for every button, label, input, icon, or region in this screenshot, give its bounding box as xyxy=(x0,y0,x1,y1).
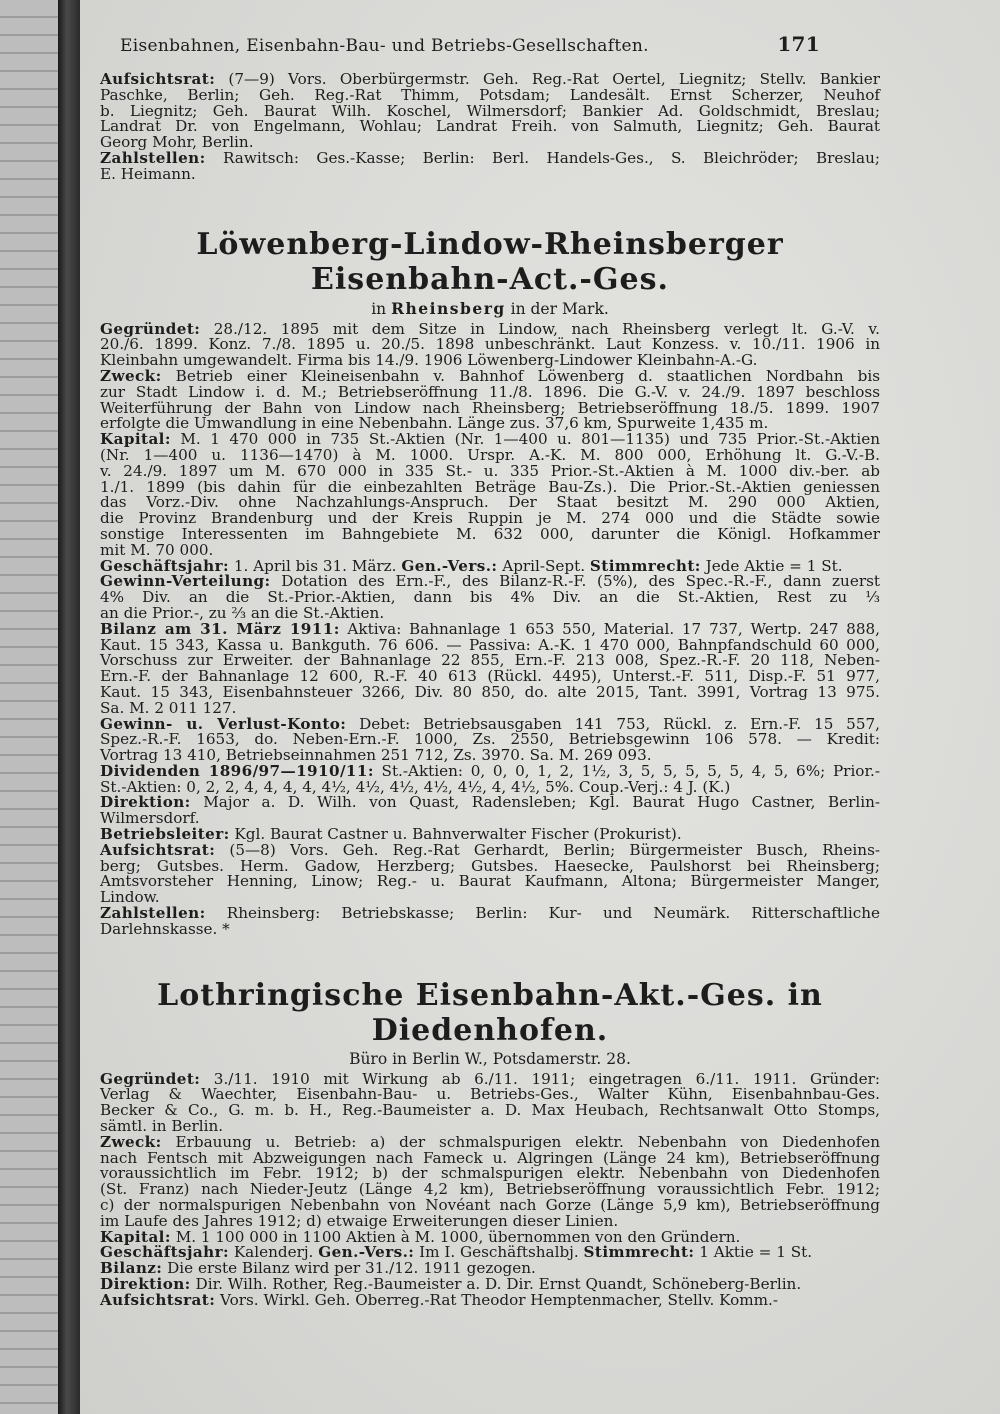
field-text: (Nr. 1—400 u. 1136—1470) à M. 1000. Urspr. A.-K. M. 800 000, Erhöhung lt. G.-V.-B. xyxy=(100,445,880,464)
field-text: Debet: Betriebsausgaben 141 753, Rückl. z. Ern.-F. 15 557, xyxy=(346,714,880,733)
entry-text-line xyxy=(100,164,880,183)
field-text: Major a. D. Wilh. von Quast, Radensleben; Kgl. Baurat Hugo Castner, Berlin- xyxy=(190,793,880,812)
field-text: Die erste Bilanz wird per 31./12. 1911 gezogen. xyxy=(162,1259,536,1278)
field-text: M. 1 470 000 in 735 St.-Aktien (Nr. 1—400 u. 801—1135) und 735 Prior.-St.-Aktien xyxy=(170,430,880,449)
field-text: Ern.-F. der Bahnanlage 12 600, R.-F. 40 613 (Rückl. 4495), Unterst.-F. 511, Disp.-F. 51 977, xyxy=(100,667,880,686)
field-text: (5—8) Vors. Geh. Reg.-Rat Gerhardt, Berlin; Bürgermeister Busch, Rheins- xyxy=(215,840,880,859)
field-text: Lindow. xyxy=(100,888,160,907)
field-text: Weiterführung der Bahn von Lindow nach Rheinsberg; Betriebseröffnung 18./5. 1899. 1907 xyxy=(100,398,880,417)
field-label: Zweck: xyxy=(100,366,162,385)
field-text: Kaut. 15 343, Eisenbahnsteuer 3266, Div. 80 850, do. alte 2015, Tant. 3991, Vortrag 13 975. xyxy=(100,682,880,701)
entry-text-line xyxy=(100,524,880,543)
field-label: Gewinn- u. Verlust-Konto: xyxy=(100,714,347,733)
field-label: Dividenden 1896/97—1910/11: xyxy=(100,761,374,780)
field-text: M. 1 100 000 in 1100 Aktien à M. 1000, übernommen von den Gründern. xyxy=(170,1227,741,1246)
field-text: v. 24./9. 1897 um M. 670 000 in 335 St.- u. 335 Prior.-St.-Aktien à M. 1000 div.-ber. ab xyxy=(100,461,880,480)
field-text: Kleinbahn umgewandelt. Firma bis 14./9. 1906 Löwenberg-Lindower Kleinbahn-A.-G. xyxy=(100,351,758,370)
field-text: 4% Div. an die St.-Prior.-Aktien, dann bis 4% Div. an die St.-Aktien, Rest zu ⅓ xyxy=(100,588,880,607)
field-text: an die Prior.-, zu ⅔ an die St.-Aktien. xyxy=(100,603,385,622)
field-text: Sa. M. 2 011 127. xyxy=(100,698,237,717)
field-label: Kapital: xyxy=(100,430,171,449)
field-label: Direktion: xyxy=(100,1275,191,1294)
field-text: Vorschuss zur Erweiter. der Bahnanlage 22 855, Ern.-F. 213 008, Spez.-R.-F. 20 118, Neben- xyxy=(100,651,880,670)
entry-text-line xyxy=(100,919,880,938)
field-text: St.-Aktien: 0, 0, 0, 1, 2, 1½, 3, 5, 5, 5, 5, 5, 4, 5, 6%; Prior.- xyxy=(373,761,880,780)
field-text: 1./1. 1899 (bis dahin für die einbezahlten Beträge Bau-Zs.). Die Prior.-St.-Aktien geniessen xyxy=(100,477,880,496)
field-text: Landrat Dr. von Engelmann, Wohlau; Landrat Freih. von Salmuth, Liegnitz; Geh. Baurat xyxy=(100,117,880,136)
field-text: mit M. 70 000. xyxy=(100,540,214,559)
field-text: Verlag & Waechter, Eisenbahn-Bau- u. Betriebs-Ges., Walter Kühn, Eisenbahnbau-Ges. xyxy=(100,1085,880,1104)
field-text: Dir. Wilh. Rother, Reg.-Baumeister a. D. Dir. Ernst Quandt, Schöneberg-Berlin. xyxy=(190,1275,802,1294)
field-text: nach Fentsch mit Abzweigungen nach Fameck u. Algringen (Länge 24 km), Betriebseröffnung xyxy=(100,1148,880,1167)
field-text: Spez.-R.-F. 1653, do. Neben-Ern.-F. 1000, Zs. 2550, Betriebsgewinn 106 578. — Kredit: xyxy=(100,730,880,749)
field-label: Betriebsleiter: xyxy=(100,825,230,844)
running-title: Eisenbahnen, Eisenbahn-Bau- und Betriebs-Gesellschaften. xyxy=(120,36,649,56)
field-text: (St. Franz) nach Nieder-Jeutz (Länge 4,2 km), Betriebseröffnung voraussichtlich Febr. 1912; xyxy=(100,1180,880,1199)
field-text: sämtl. in Berlin. xyxy=(100,1117,224,1136)
field-text: Dotation des Ern.-F., des Bilanz-R.-F. (5%), des Spec.-R.-F., dann zuerst xyxy=(270,572,880,591)
field-text: Amtsvorsteher Henning, Linow; Reg.- u. Baurat Kaufmann, Altona; Bürgermeister Manger, xyxy=(100,872,880,891)
field-text: Erbauung u. Betrieb: a) der schmalspurigen elektr. Nebenbahn von Diedenhofen xyxy=(161,1132,880,1151)
book-spine xyxy=(58,0,80,1414)
field-text: Rawitsch: Ges.-Kasse; Berlin: Berl. Handels-Ges., S. Bleichröder; Breslau; xyxy=(205,148,880,167)
field-label: Direktion: xyxy=(100,793,191,812)
company-entry-lothringische xyxy=(100,1069,880,1309)
page-number: 171 xyxy=(777,32,820,56)
field-label: Stimmrecht: xyxy=(583,1243,695,1262)
field-text: (7—9) Vors. Oberbürgermstr. Geh. Reg.-Rat Oertel, Liegnitz; Stellv. Bankier xyxy=(215,70,880,88)
field-label: Aufsichtsrat: xyxy=(100,840,216,859)
field-text: Betrieb einer Kleineisenbahn v. Bahnhof Löwenberg d. staatlichen Nordbahn bis xyxy=(161,366,880,385)
field-text: c) der normalspurigen Nebenbahn von Novéant nach Gorze (Länge 5,9 km), Betriebseröffnung xyxy=(100,1196,880,1215)
field-label: Zweck: xyxy=(100,1132,162,1151)
company-entry-loewenberg xyxy=(100,319,880,938)
field-label: Aufsichtsrat: xyxy=(100,70,216,88)
field-text: Kalenderj. xyxy=(229,1243,319,1262)
field-text: Becker & Co., G. m. b. H., Reg.-Baumeister a. D. Max Heubach, Rechtsanwalt Otto Stomps, xyxy=(100,1101,880,1120)
field-text: sonstige Interessenten im Bahngebiete M. 632 000, darunter die Königl. Hofkammer xyxy=(100,524,880,543)
company-seat: in Rheinsberg in der Mark. xyxy=(371,298,609,318)
company-title-loewenberg: Löwenberg-Lindow-Rheinsberger Eisenbahn-Act.-Ges. xyxy=(196,226,784,297)
entry-field-line xyxy=(100,795,880,811)
entry-text-line xyxy=(100,874,880,890)
field-label: Geschäftsjahr: xyxy=(100,1243,229,1262)
entry-field-line xyxy=(100,1290,880,1309)
field-text: die Provinz Brandenburg und der Kreis Ruppin je M. 274 000 und die Städte sowie xyxy=(100,509,880,528)
field-label: Bilanz: xyxy=(100,1259,163,1278)
field-label: Zahlstellen: xyxy=(100,904,206,923)
field-label: Gewinn-Verteilung: xyxy=(100,572,271,591)
field-text: E. Heimann. xyxy=(100,164,196,183)
field-text: zur Stadt Lindow i. d. M.; Betriebseröffnung 11./8. 1896. Die G.-V. v. 24./9. 1897 beschloss xyxy=(100,382,880,401)
field-label: Zahlstellen: xyxy=(100,148,206,167)
field-text: 28./12. 1895 mit dem Sitze in Lindow, nach Rheinsberg verlegt lt. G.-V. v. xyxy=(200,319,880,338)
field-text: Im I. Geschäftshalbj. xyxy=(414,1243,584,1262)
field-text: 1 Aktie = 1 St. xyxy=(694,1243,813,1262)
field-label: Bilanz am 31. März 1911: xyxy=(100,619,340,638)
field-label: Aufsichtsrat: xyxy=(100,1290,216,1309)
seat-town: Rheinsberg xyxy=(391,298,506,318)
field-label: Gen.-Vers.: xyxy=(318,1243,415,1262)
previous-entry-tail xyxy=(100,72,880,183)
field-text: Wilmersdorf. xyxy=(100,809,200,828)
adjacent-page-edge xyxy=(0,0,58,1414)
company-office: Büro in Berlin W., Potsdamerstr. 28. xyxy=(349,1049,631,1068)
field-text: Darlehnskasse. * xyxy=(100,919,230,938)
field-text: im Laufe des Jahres 1912; d) etwaige Erweiterungen dieser Linien. xyxy=(100,1211,619,1230)
field-text: berg; Gutsbes. Herm. Gadow, Herzberg; Gutsbes. Haesecke, Paulshorst bei Rheinsberg; xyxy=(100,856,880,875)
field-label: Gen.-Vers.: xyxy=(401,556,498,575)
field-text: Georg Mohr, Berlin. xyxy=(100,133,254,152)
field-text: Kgl. Baurat Castner u. Bahnverwalter Fischer (Prokurist). xyxy=(229,825,682,844)
field-text: Rheinsberg: Betriebskasse; Berlin: Kur- und Neumärk. Ritterschaftliche xyxy=(205,904,880,923)
company-title-lothringische: Lothringische Eisenbahn-Akt.-Ges. in Diedenhofen. xyxy=(157,977,823,1048)
field-text: Jede Aktie = 1 St. xyxy=(700,556,843,575)
field-text: Aktiva: Bahnanlage 1 653 550, Material. 17 737, Wertp. 247 888, xyxy=(339,619,880,638)
field-text: St.-Aktien: 0, 2, 2, 4, 4, 4, 4, 4½, 4½, 4½, 4½, 4½, 4, 4½, 5%. Coup.-Verj.: 4 J. (K.) xyxy=(100,777,731,796)
field-text: 3./11. 1910 mit Wirkung ab 6./11. 1911; eingetragen 6./11. 1911. Gründer: xyxy=(200,1069,880,1088)
field-text: Vortrag 13 410, Betriebseinnahmen 251 712, Zs. 3970. Sa. M. 269 093. xyxy=(100,746,652,765)
field-label: Gegründet: xyxy=(100,319,201,338)
field-text: voraussichtlich im Febr. 1912; b) der schmalspurigen elektr. Nebenbahn von Diedenhofen xyxy=(100,1164,880,1183)
field-label: Geschäftsjahr: xyxy=(100,556,229,575)
field-label: Kapital: xyxy=(100,1227,171,1246)
field-text: b. Liegnitz; Geh. Baurat Wilh. Koschel, Wilmersdorf; Bankier Ad. Goldschmidt, Breslau; xyxy=(100,101,880,120)
field-label: Stimmrecht: xyxy=(589,556,701,575)
field-text: April-Sept. xyxy=(497,556,590,575)
field-text: Paschke, Berlin; Geh. Reg.-Rat Thimm, Potsdam; Landesält. Ernst Scherzer, Neuhof xyxy=(100,85,880,104)
field-text: Vors. Wirkl. Geh. Oberreg.-Rat Theodor Hemptenmacher, Stellv. Komm.- xyxy=(215,1290,778,1309)
field-label: Gegründet: xyxy=(100,1069,201,1088)
page-content xyxy=(100,72,880,1309)
entry-field-line xyxy=(100,148,880,167)
field-text: 20./6. 1899. Konz. 7./8. 1895 u. 20./5. 1898 unbeschränkt. Laut Konzess. v. 10./11. 1906 in xyxy=(100,335,880,354)
page-header xyxy=(120,32,820,56)
field-text: Kaut. 15 343, Kassa u. Bankguth. 76 606. — Passiva: A.-K. 1 470 000, Bahnpfandschuld 60 000, xyxy=(100,635,880,654)
field-text: erfolgte die Umwandlung in eine Nebenbahn. Länge zus. 37,6 km, Spurweite 1,435 m. xyxy=(100,414,769,433)
field-text: 1. April bis 31. März. xyxy=(229,556,402,575)
field-text: das Vorz.-Div. ohne Nachzahlungs-Anspruch. Der Staat besitzt M. 290 000 Aktien, xyxy=(100,493,880,512)
